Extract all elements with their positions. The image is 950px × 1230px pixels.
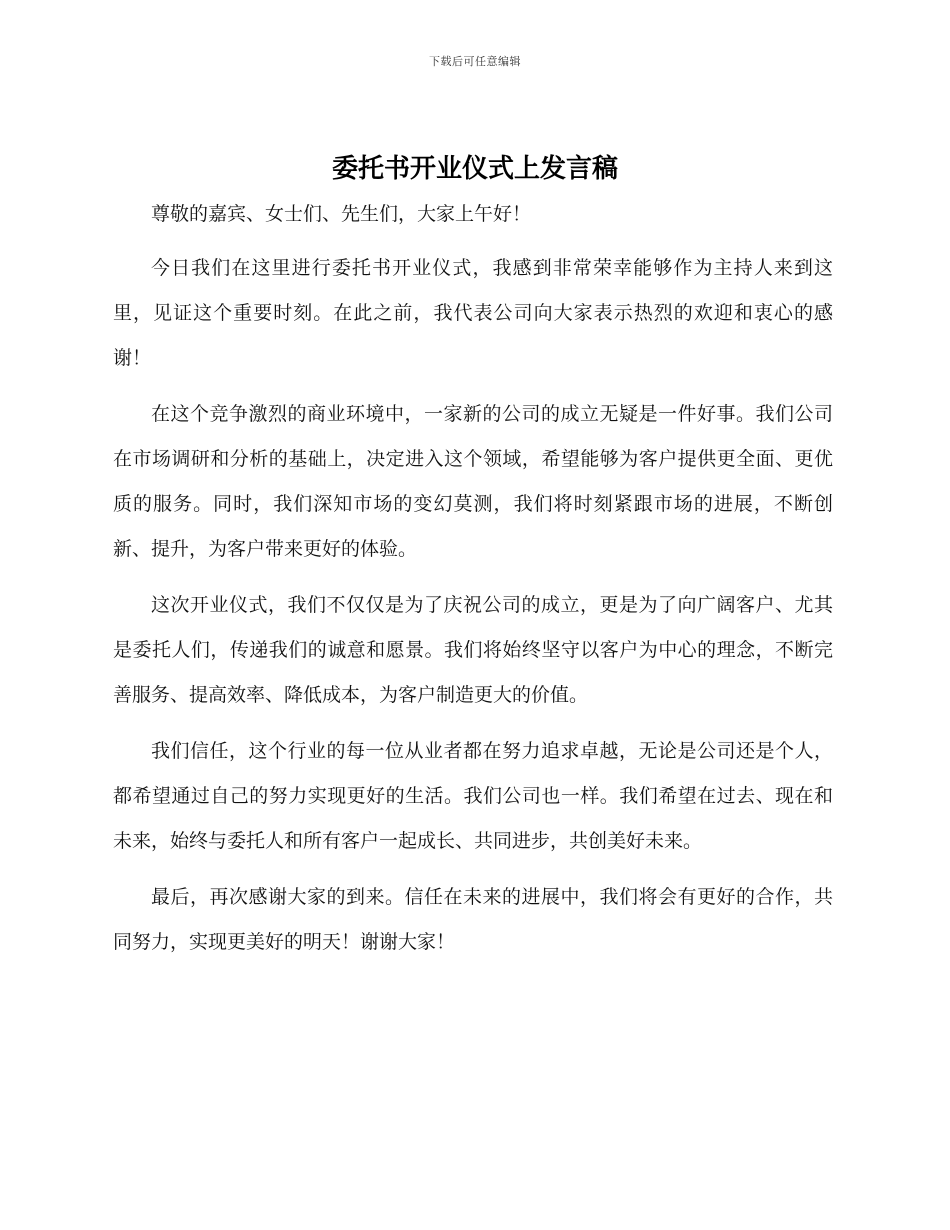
document-body xyxy=(113,196,833,976)
paragraph-ceremony-purpose: 这次开业仪式，我们不仅仅是为了庆祝公司的成立，更是为了向广阔客户、尤其是委托人们，传递我们的诚意和愿景。我们将始终坚守以客户为中心的理念，不断完善服务、提高效率、降低成本，为客户制造更大的价值。 xyxy=(113,594,833,706)
paragraph-industry-belief: 我们信任，这个行业的每一位从业者都在努力追求卓越，无论是公司还是个人，都希望通过自己的努力实现更好的生活。我们公司也一样。我们希望在过去、现在和未来，始终与委托人和所有客户一起成长、共同进步，共创美好未来。 xyxy=(113,740,833,852)
paragraph-closing: 最后，再次感谢大家的到来。信任在未来的进展中，我们将会有更好的合作，共同努力，实现更美好的明天！谢谢大家！ xyxy=(113,886,833,953)
paragraph-opening: 今日我们在这里进行委托书开业仪式，我感到非常荣幸能够作为主持人来到这里，见证这个重要时刻。在此之前，我代表公司向大家表示热烈的欢迎和衷心的感谢！ xyxy=(113,257,833,369)
document-title: 委托书开业仪式上发言稿 xyxy=(331,154,618,184)
paragraph-greeting: 尊敬的嘉宾、女士们、先生们，大家上午好！ xyxy=(151,203,532,225)
page-header-note: 下载后可任意编辑 xyxy=(429,55,521,68)
paragraph-company-background: 在这个竞争激烈的商业环境中，一家新的公司的成立无疑是一件好事。我们公司在市场调研和分析的基础上，决定进入这个领域，希望能够为客户提供更全面、更优质的服务。同时，我们深知市场的变幻莫测，我们将时刻紧跟市场的进展，不断创新、提升，为客户带来更好的体验。 xyxy=(113,403,833,560)
